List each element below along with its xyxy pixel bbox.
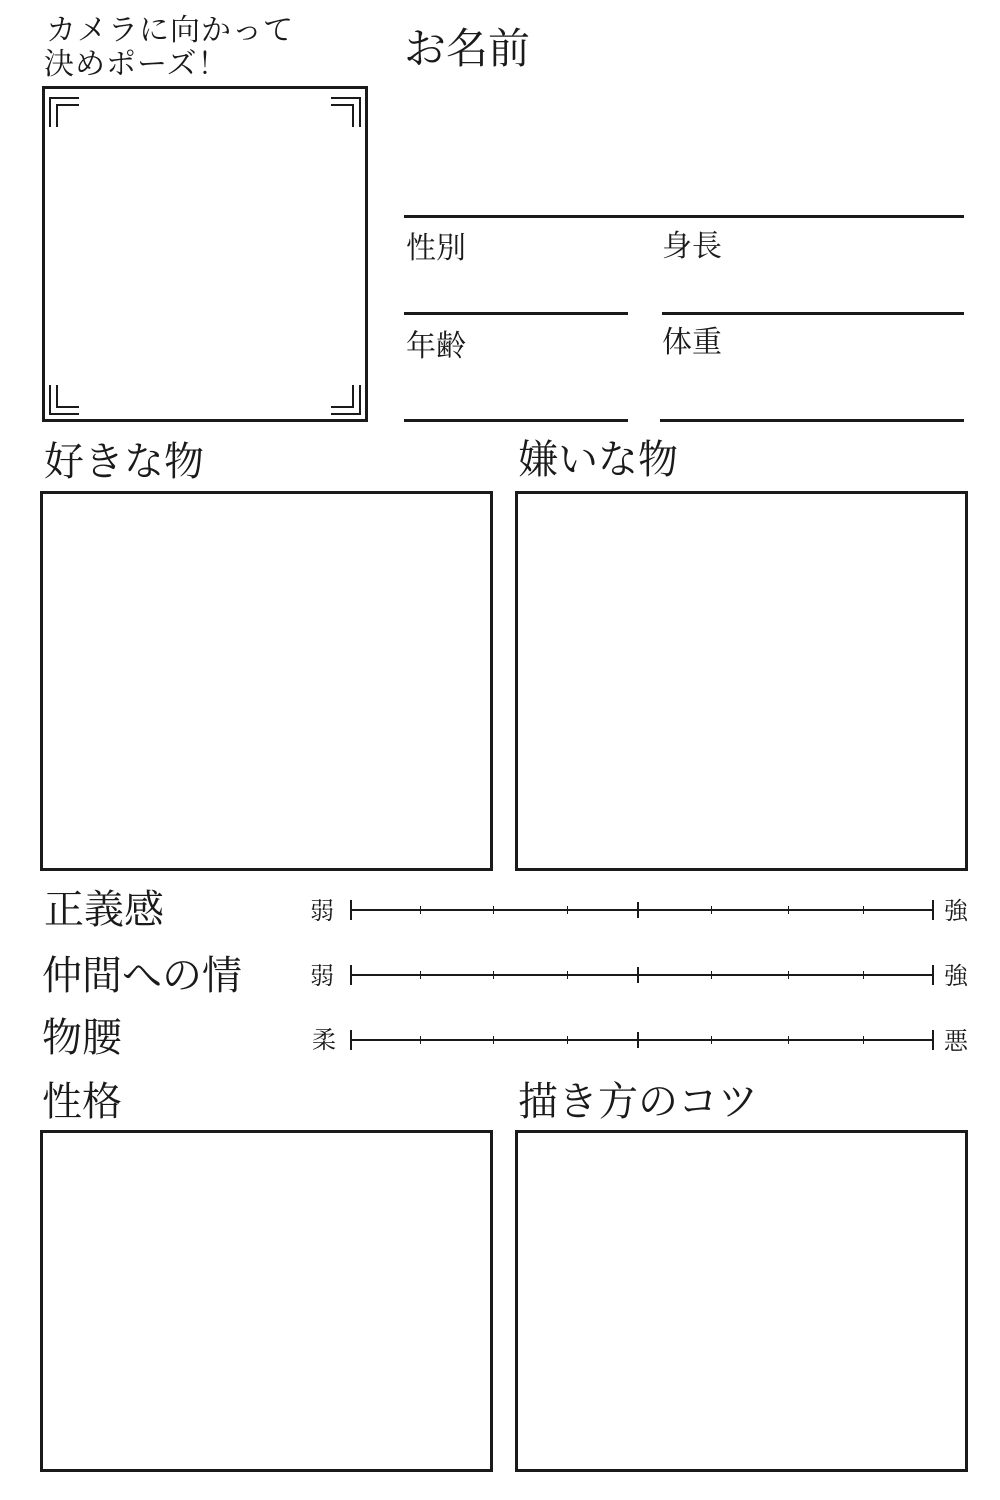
scale-label: 仲間への情 xyxy=(42,953,242,999)
scale-tick xyxy=(420,971,421,979)
scale-left-label: 弱 xyxy=(310,962,334,990)
dislikes-box[interactable] xyxy=(515,491,968,871)
scale-end-left xyxy=(350,965,352,985)
scale-tick xyxy=(420,1036,421,1044)
height-field-line[interactable] xyxy=(662,312,964,315)
scale-tick xyxy=(567,906,568,914)
scale-tick xyxy=(863,971,864,979)
scale-end-right xyxy=(932,1030,934,1050)
scale-right-label: 強 xyxy=(944,897,968,925)
scale-bar xyxy=(350,974,934,976)
scale-bar xyxy=(350,1039,934,1041)
scale-midpoint xyxy=(637,1032,639,1048)
photo-caption-line1: カメラに向かって xyxy=(46,13,294,48)
likes-label: 好きな物 xyxy=(44,439,204,485)
photo-frame[interactable] xyxy=(42,86,368,422)
dislikes-label: 嫌いな物 xyxy=(518,437,678,483)
scale-tick xyxy=(863,906,864,914)
scale-track[interactable] xyxy=(350,965,934,985)
scale-left-label: 弱 xyxy=(310,897,334,925)
scale-right-label: 悪 xyxy=(944,1027,968,1055)
gender-label: 性別 xyxy=(406,231,466,266)
scale-midpoint xyxy=(637,967,639,983)
scale-tick xyxy=(711,971,712,979)
name-label: お名前 xyxy=(404,24,531,73)
scale-label: 物腰 xyxy=(42,1015,122,1061)
viewfinder-corner-top-right xyxy=(331,97,361,127)
drawing-tips-box[interactable] xyxy=(515,1130,968,1472)
photo-caption-line2: 決めポーズ！ xyxy=(44,47,229,82)
scale-bar xyxy=(350,909,934,911)
scale-end-left xyxy=(350,1030,352,1050)
scale-tick xyxy=(567,1036,568,1044)
scale-tick xyxy=(863,1036,864,1044)
scale-tick xyxy=(788,1036,789,1044)
gender-field-line[interactable] xyxy=(404,312,628,315)
scale-tick xyxy=(420,906,421,914)
scale-end-right xyxy=(932,900,934,920)
age-field-line[interactable] xyxy=(404,419,628,422)
scale-tick xyxy=(788,906,789,914)
scale-tick xyxy=(493,971,494,979)
scale-label: 正義感 xyxy=(44,887,164,933)
scale-tick xyxy=(788,971,789,979)
scale-tick xyxy=(711,1036,712,1044)
age-label: 年齢 xyxy=(406,329,466,364)
scale-midpoint xyxy=(637,902,639,918)
scale-track[interactable] xyxy=(350,1030,934,1050)
weight-label: 体重 xyxy=(662,325,722,360)
likes-box[interactable] xyxy=(40,491,493,871)
viewfinder-corner-bottom-left xyxy=(49,385,79,415)
scale-tick xyxy=(711,906,712,914)
personality-label: 性格 xyxy=(42,1079,122,1125)
scale-right-label: 強 xyxy=(944,962,968,990)
height-label: 身長 xyxy=(662,229,722,264)
scale-left-label: 柔 xyxy=(312,1026,336,1054)
scale-tick xyxy=(493,906,494,914)
drawing-tips-label: 描き方のコツ xyxy=(518,1079,758,1125)
scale-tick xyxy=(567,971,568,979)
viewfinder-corner-top-left xyxy=(49,97,79,127)
scale-tick xyxy=(493,1036,494,1044)
scale-end-left xyxy=(350,900,352,920)
viewfinder-corner-bottom-right xyxy=(331,385,361,415)
scale-track[interactable] xyxy=(350,900,934,920)
personality-box[interactable] xyxy=(40,1130,493,1472)
name-field-line[interactable] xyxy=(404,215,964,218)
weight-field-line[interactable] xyxy=(660,419,964,422)
scale-end-right xyxy=(932,965,934,985)
